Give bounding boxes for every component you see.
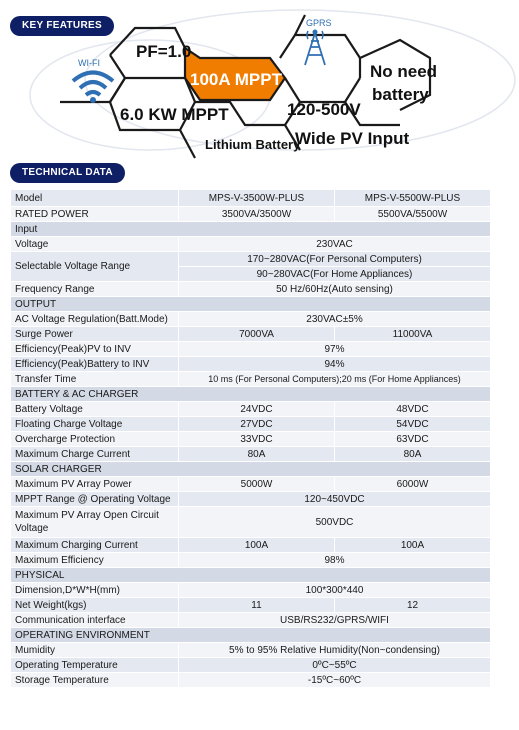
sel-voltage-2: 90~280VAC(For Home Appliances) <box>179 267 491 282</box>
table-row <box>11 372 491 387</box>
solar-section: SOLAR CHARGER <box>11 462 491 477</box>
float-b: 54VDC <box>335 417 491 432</box>
table-row <box>11 507 491 538</box>
no-need-feature: No need <box>370 62 438 81</box>
float-a: 27VDC <box>179 417 335 432</box>
section-row <box>11 297 491 312</box>
table-row <box>11 447 491 462</box>
key-features-graphic <box>0 0 519 160</box>
weight-label: Net Weight(kgs) <box>11 598 179 613</box>
table-row <box>11 643 491 658</box>
open-circuit-label: Maximum PV Array Open Circuit Voltage <box>11 507 179 538</box>
table-row <box>11 312 491 327</box>
mppt-range-label: MPPT Range @ Operating Voltage <box>11 492 179 507</box>
max-chg-current-b: 100A <box>335 538 491 553</box>
key-features-heading: KEY FEATURES <box>10 16 114 36</box>
batt-v-label: Battery Voltage <box>11 402 179 417</box>
comm-value: USB/RS232/GPRS/WIFI <box>179 613 491 628</box>
section-row <box>11 387 491 402</box>
batt-v-a: 24VDC <box>179 402 335 417</box>
storage-temp-label: Storage Temperature <box>11 673 179 688</box>
freq-label: Frequency Range <box>11 282 179 297</box>
table-row <box>11 207 491 222</box>
lithium-feature: Lithium Battery <box>205 137 301 152</box>
weight-b: 12 <box>335 598 491 613</box>
rated-power-label: RATED POWER <box>11 207 179 222</box>
mppt-range-value: 120~450VDC <box>179 492 491 507</box>
voltage-value: 230VAC <box>179 237 491 252</box>
humidity-value: 5% to 95% Relative Humidity(Non~condensing) <box>179 643 491 658</box>
model-a: MPS-V-3500W-PLUS <box>179 190 335 207</box>
max-pv-power-b: 6000W <box>335 477 491 492</box>
rated-power-b: 5500VA/5500W <box>335 207 491 222</box>
table-row <box>11 432 491 447</box>
section-row <box>11 462 491 477</box>
dim-value: 100*300*440 <box>179 583 491 598</box>
humidity-label: Mumidity <box>11 643 179 658</box>
table-row <box>11 492 491 507</box>
storage-temp-value: -15ºC~60ºC <box>179 673 491 688</box>
transfer-label: Transfer Time <box>11 372 179 387</box>
ac-reg-value: 230VAC±5% <box>179 312 491 327</box>
sel-voltage-1: 170~280VAC(For Personal Computers) <box>179 252 491 267</box>
model-b: MPS-V-5500W-PLUS <box>335 190 491 207</box>
voltage-label: Voltage <box>11 237 179 252</box>
table-row <box>11 553 491 568</box>
gprs-tower-icon <box>300 27 330 67</box>
comm-label: Communication interface <box>11 613 179 628</box>
surge-label: Surge Power <box>11 327 179 342</box>
wifi-icon <box>70 68 116 104</box>
sel-voltage-label: Selectable Voltage Range <box>11 252 179 282</box>
table-row <box>11 282 491 297</box>
input-section: Input <box>11 222 491 237</box>
gprs-label: GPRS <box>306 18 332 28</box>
table-row <box>11 357 491 372</box>
output-section: OUTPUT <box>11 297 491 312</box>
max-chg-current-label: Maximum Charging Current <box>11 538 179 553</box>
pv-input-feature: Wide PV Input <box>295 129 410 148</box>
table-row <box>11 237 491 252</box>
section-row <box>11 222 491 237</box>
table-row <box>11 673 491 688</box>
max-eff-label: Maximum Efficiency <box>11 553 179 568</box>
max-chg-current-a: 100A <box>179 538 335 553</box>
surge-a: 7000VA <box>179 327 335 342</box>
table-row <box>11 583 491 598</box>
ac-reg-label: AC Voltage Regulation(Batt.Mode) <box>11 312 179 327</box>
surge-b: 11000VA <box>335 327 491 342</box>
max-charge-label: Maximum Charge Current <box>11 447 179 462</box>
table-row <box>11 402 491 417</box>
pf-feature: PF=1.0 <box>136 42 192 61</box>
op-temp-value: 0ºC~55ºC <box>179 658 491 673</box>
model-label: Model <box>11 190 179 207</box>
batt-v-b: 48VDC <box>335 402 491 417</box>
eff-pv-label: Efficiency(Peak)PV to INV <box>11 342 179 357</box>
rated-power-a: 3500VA/3500W <box>179 207 335 222</box>
table-row <box>11 327 491 342</box>
dim-label: Dimension,D*W*H(mm) <box>11 583 179 598</box>
eff-batt-value: 94% <box>179 357 491 372</box>
max-eff-value: 98% <box>179 553 491 568</box>
max-pv-power-label: Maximum PV Array Power <box>11 477 179 492</box>
max-charge-a: 80A <box>179 447 335 462</box>
table-row <box>11 190 491 207</box>
overcharge-label: Overcharge Protection <box>11 432 179 447</box>
max-charge-b: 80A <box>335 447 491 462</box>
eff-batt-label: Efficiency(Peak)Battery to INV <box>11 357 179 372</box>
battery-section: BATTERY & AC CHARGER <box>11 387 491 402</box>
max-pv-power-a: 5000W <box>179 477 335 492</box>
battery-feature: battery <box>372 85 429 104</box>
technical-data-table <box>10 189 491 688</box>
weight-a: 11 <box>179 598 335 613</box>
float-label: Floating Charge Voltage <box>11 417 179 432</box>
pv-range-feature: 120-500V <box>287 100 361 119</box>
table-row <box>11 598 491 613</box>
section-row <box>11 628 491 643</box>
freq-value: 50 Hz/60Hz(Auto sensing) <box>179 282 491 297</box>
section-row <box>11 568 491 583</box>
overcharge-a: 33VDC <box>179 432 335 447</box>
eff-pv-value: 97% <box>179 342 491 357</box>
open-circuit-value: 500VDC <box>179 507 491 538</box>
env-section: OPERATING ENVIRONMENT <box>11 628 491 643</box>
mppt-feature: 100A MPPT <box>190 70 282 89</box>
table-row <box>11 342 491 357</box>
wifi-label: WI-FI <box>78 58 100 68</box>
technical-data-heading: TECHNICAL DATA <box>10 163 125 183</box>
transfer-value: 10 ms (For Personal Computers);20 ms (For Home Appliances) <box>179 372 491 387</box>
table-row <box>11 613 491 628</box>
table-row <box>11 477 491 492</box>
physical-section: PHYSICAL <box>11 568 491 583</box>
table-row <box>11 658 491 673</box>
kw-mppt-feature: 6.0 KW MPPT <box>120 105 229 124</box>
table-row <box>11 417 491 432</box>
table-row <box>11 252 491 267</box>
table-row <box>11 538 491 553</box>
op-temp-label: Operating Temperature <box>11 658 179 673</box>
overcharge-b: 63VDC <box>335 432 491 447</box>
